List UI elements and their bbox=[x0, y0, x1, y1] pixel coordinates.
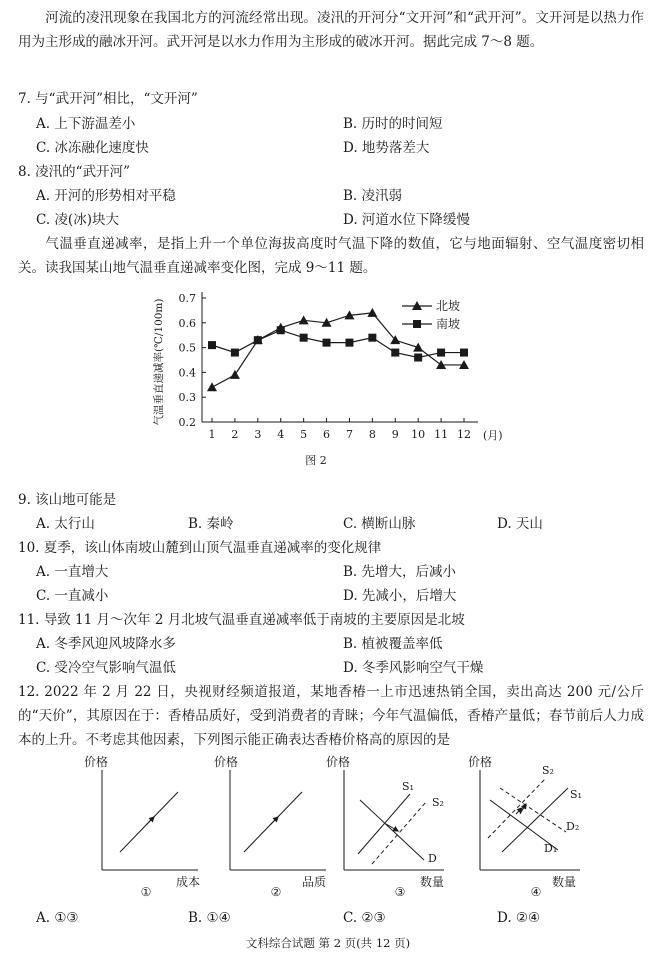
x-tick-label: 6 bbox=[323, 428, 331, 441]
q8-option-d[interactable]: D. 河道水位下降缓慢 bbox=[343, 212, 470, 228]
q12-stem: 12. 2022 年 2 月 22 日，央视财经频道报道，某地香椿一上市迅速热销全国，卖出高达 200 元/公斤的“天价”，其原因在于：香椿品质好，受到消费者的青睐；今年气温偏低，香椿产量低；春节前后人力成本的上升。不考虑其他因素，下列图示能正确表达香椿价格高的原因的是 bbox=[18, 684, 644, 748]
graph-4-s2: S₂ bbox=[542, 764, 554, 777]
intro-paragraph-2 bbox=[18, 232, 644, 280]
intro-text-2: 气温垂直递减率，是指上升一个单位海拔高度时气温下降的数值，它与地面辐射、空气温度密切相关。读我国某山地气温垂直递减率变化图，完成 9～11 题。 bbox=[18, 236, 644, 276]
q11-option-b[interactable]: B. 植被覆盖率低 bbox=[343, 636, 443, 652]
q12-option-d[interactable]: D. ②④ bbox=[497, 910, 541, 926]
graph-4-d2: D₂ bbox=[566, 820, 580, 833]
graph-4-d1: D₁ bbox=[544, 842, 558, 855]
graph-3-d: D bbox=[428, 852, 437, 865]
graph-3-number: ③ bbox=[394, 885, 406, 899]
q9-option-d[interactable]: D. 天山 bbox=[497, 516, 543, 532]
q10-stem: 10. 夏季，该山体南坡山麓到山顶气温垂直递减率的变化规律 bbox=[18, 540, 382, 556]
series-0-point bbox=[367, 308, 377, 317]
chart-caption: 图 2 bbox=[305, 454, 327, 467]
graph-3-s1: S₁ bbox=[402, 780, 414, 793]
legend-marker-1 bbox=[413, 320, 421, 328]
graph-3 bbox=[326, 754, 444, 899]
q9-stem: 9. 该山地可能是 bbox=[18, 492, 117, 508]
q10-option-d[interactable]: D. 先减小，后增大 bbox=[343, 588, 457, 604]
graph-4-x-label: 数量 bbox=[552, 875, 577, 889]
x-axis-unit: (月) bbox=[483, 429, 503, 442]
y-tick-label: 0.7 bbox=[178, 292, 196, 305]
q11-option-c[interactable]: C. 受冷空气影响气温低 bbox=[36, 660, 176, 676]
y-axis-label: 气温垂直递减率(℃/100m) bbox=[153, 298, 165, 426]
x-tick-label: 7 bbox=[345, 428, 353, 441]
q7-option-a[interactable]: A. 上下游温差小 bbox=[36, 116, 136, 132]
series-1-point bbox=[368, 334, 376, 342]
y-tick-label: 0.4 bbox=[178, 366, 196, 380]
lapse-rate-chart bbox=[140, 284, 520, 469]
graph-2 bbox=[214, 754, 326, 899]
q12-option-a[interactable]: A. ①③ bbox=[36, 910, 79, 926]
graph-2-y-label: 价格 bbox=[214, 755, 239, 769]
q10-option-a[interactable]: A. 一直增大 bbox=[36, 564, 109, 580]
legend-label-1: 南坡 bbox=[436, 317, 461, 331]
x-tick-label: 10 bbox=[411, 428, 426, 441]
intro-paragraph-1 bbox=[18, 6, 644, 54]
q12-option-c[interactable]: C. ②③ bbox=[343, 910, 386, 926]
series-1-point bbox=[323, 339, 331, 347]
q12-option-b[interactable]: B. ①④ bbox=[188, 910, 231, 926]
y-tick-label: 0.5 bbox=[178, 341, 196, 355]
graph-3-y-label: 价格 bbox=[326, 755, 351, 769]
series-0-point bbox=[207, 382, 217, 391]
x-tick-label: 2 bbox=[231, 428, 239, 441]
q7-option-c[interactable]: C. 冰冻融化速度快 bbox=[36, 140, 149, 156]
series-1-point bbox=[460, 349, 468, 357]
series-1-point bbox=[277, 326, 285, 334]
x-tick-label: 4 bbox=[277, 428, 285, 441]
series-1-point bbox=[345, 339, 353, 347]
x-tick-label: 3 bbox=[254, 428, 262, 441]
y-tick-label: 0.2 bbox=[178, 416, 196, 429]
series-0-point bbox=[299, 315, 309, 324]
y-tick-label: 0.6 bbox=[178, 316, 196, 330]
q11-option-d[interactable]: D. 冬季风影响空气干燥 bbox=[343, 660, 484, 676]
q8-option-c[interactable]: C. 凌(冰)块大 bbox=[36, 212, 119, 228]
q9-option-a[interactable]: A. 太行山 bbox=[36, 516, 95, 532]
graph-1 bbox=[84, 754, 200, 899]
q10-option-b[interactable]: B. 先增大，后减小 bbox=[343, 564, 457, 580]
series-1-point bbox=[391, 349, 399, 357]
graph-2-number: ② bbox=[270, 885, 282, 899]
x-tick-label: 5 bbox=[300, 428, 308, 441]
q10-option-c[interactable]: C. 一直减小 bbox=[36, 588, 109, 604]
series-1-point bbox=[254, 336, 262, 344]
q11-stem: 11. 导致 11 月～次年 2 月北坡气温垂直递减率低于南坡的主要原因是北坡 bbox=[18, 612, 465, 628]
series-0-point bbox=[230, 370, 240, 379]
series-1-point bbox=[231, 349, 239, 357]
graph-4-s1: S₁ bbox=[570, 788, 582, 801]
q8-option-b[interactable]: B. 凌汛弱 bbox=[343, 188, 403, 204]
y-tick-label: 0.3 bbox=[178, 391, 196, 405]
intro-text-1: 河流的凌汛现象在我国北方的河流经常出现。凌汛的开河分“文开河”和“武开河”。文开河是以热力作用为主形成的融冰开河。武开河是以水力作用为主形成的破冰开河。据此完成 7～8 题。 bbox=[18, 10, 644, 50]
q7-option-d[interactable]: D. 地势落差大 bbox=[343, 140, 430, 156]
q7-stem: 7. 与“武开河”相比，“文开河” bbox=[18, 91, 198, 107]
series-1-point bbox=[414, 354, 422, 362]
graph-3-x-label: 数量 bbox=[420, 875, 445, 889]
q7-option-b[interactable]: B. 历时的时间短 bbox=[343, 116, 443, 132]
legend-label-0: 北坡 bbox=[436, 299, 461, 313]
series-1-point bbox=[208, 341, 216, 349]
q11-option-a[interactable]: A. 冬季风迎风坡降水多 bbox=[36, 636, 176, 652]
graph-1-number: ① bbox=[140, 885, 152, 899]
graph-4 bbox=[468, 754, 582, 899]
x-tick-label: 8 bbox=[368, 428, 376, 441]
q9-option-c[interactable]: C. 横断山脉 bbox=[343, 516, 416, 532]
graph-3-s2: S₂ bbox=[432, 796, 444, 809]
series-1-point bbox=[300, 334, 308, 342]
graph-2-x-label: 品质 bbox=[302, 875, 327, 889]
x-tick-label: 1 bbox=[208, 428, 216, 441]
graph-4-y-label: 价格 bbox=[468, 755, 493, 769]
page-footer: 文科综合试题 第 2 页(共 12 页) bbox=[245, 936, 411, 950]
x-tick-label: 11 bbox=[434, 428, 449, 441]
q8-option-a[interactable]: A. 开河的形势相对平稳 bbox=[36, 188, 176, 204]
x-tick-label: 12 bbox=[457, 428, 471, 441]
q9-option-b[interactable]: B. 秦岭 bbox=[188, 516, 234, 532]
series-1-point bbox=[437, 349, 445, 357]
graph-1-x-label: 成本 bbox=[176, 875, 201, 889]
graph-1-y-label: 价格 bbox=[84, 755, 109, 769]
price-graphs bbox=[80, 752, 600, 900]
graph-4-number: ④ bbox=[530, 885, 542, 899]
q8-stem: 8. 凌汛的“武开河” bbox=[18, 164, 130, 180]
series-0-point bbox=[413, 343, 423, 352]
x-tick-label: 9 bbox=[391, 428, 399, 441]
